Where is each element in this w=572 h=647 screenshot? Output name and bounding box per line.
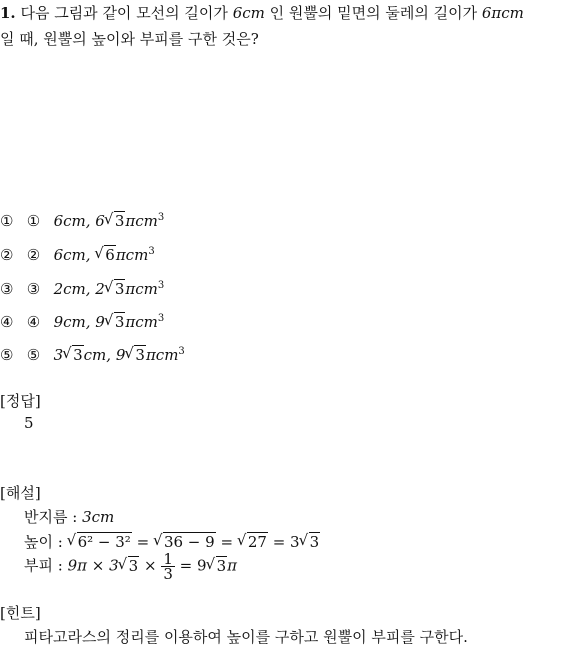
choice-1[interactable]	[0, 212, 164, 230]
choice-exponent: 3	[148, 246, 155, 257]
question-line-1	[0, 2, 524, 23]
choice-marker: ②	[0, 246, 14, 264]
answer-label: [정답]	[0, 392, 41, 410]
choice-height: 9cm,	[53, 313, 91, 331]
choice-vol-coef: 9	[95, 313, 105, 331]
sqrt-icon: √ 3	[63, 346, 84, 364]
equals-sign: =	[220, 533, 234, 551]
radius-value: 3cm	[82, 508, 115, 526]
choice-label: ④	[26, 313, 41, 331]
sqrt-icon: √ 27	[238, 533, 268, 551]
hint-label: [힌트]	[0, 604, 41, 622]
question-line-2: 일 때, 원뿔의 높이와 부피를 구한 것은?	[0, 30, 259, 48]
sqrt-icon: √ 3	[125, 346, 146, 364]
choice-3[interactable]	[0, 280, 164, 298]
fraction: $\frac{1}{3}$	[163, 550, 173, 583]
choice-vol-tail: πcm	[115, 246, 149, 264]
choice-vol-tail: πcm	[125, 280, 158, 298]
choice-5[interactable]	[0, 346, 185, 364]
explanation-height	[24, 531, 320, 552]
answer-value: 5	[24, 414, 34, 432]
volume-label: 부피 :	[24, 556, 63, 575]
choice-exponent: 3	[157, 212, 165, 223]
hint-text: 피타고라스의 정리를 이용하여 높이를 구하고 원뿔이 부피를 구한다.	[24, 628, 468, 646]
choice-exponent: 3	[178, 346, 185, 357]
sqrt-icon: √ 3	[105, 313, 126, 331]
sqrt-icon: √ 3	[119, 557, 140, 575]
choice-vol-coef: 6	[95, 212, 105, 230]
question-value-circumference: 6πcm	[481, 4, 524, 22]
volume-expr: 9π × 3	[67, 556, 119, 575]
choice-label: ③	[26, 280, 41, 298]
choice-height: 6cm,	[53, 212, 91, 230]
choice-label: ⑤	[26, 346, 41, 364]
question-text-part2: 인 원뿔의 밑면의 둘레의 길이가	[269, 4, 478, 22]
equals-sign: =	[136, 533, 150, 551]
choice-vol-coef: 9	[115, 346, 126, 364]
sqrt-icon: √ 6² − 3²	[68, 533, 132, 551]
choice-vol-tail: πcm	[125, 212, 158, 230]
times-sign: ×	[143, 556, 157, 575]
explanation-volume	[24, 552, 237, 581]
sqrt-icon: √ 3	[105, 280, 126, 298]
height-result: = 3	[272, 533, 300, 551]
sqrt-icon: √ 3	[300, 533, 321, 551]
sqrt-icon: √ 6	[95, 246, 116, 264]
choice-label: ①	[26, 212, 41, 230]
sqrt-icon: √ 3	[105, 212, 126, 230]
choice-exponent: 3	[157, 280, 165, 291]
choice-exponent: 3	[157, 313, 165, 324]
choice-marker: ⑤	[0, 346, 14, 364]
choice-height: 2cm,	[53, 280, 91, 298]
choice-vol-tail: πcm	[125, 313, 158, 331]
sqrt-icon: √ 36 − 9	[154, 533, 216, 551]
choice-marker: ④	[0, 313, 14, 331]
question-value-slant-height: 6cm	[232, 4, 265, 22]
volume-pi: π	[227, 556, 237, 575]
choice-4[interactable]	[0, 313, 164, 331]
explanation-radius	[24, 506, 114, 527]
figure-area	[0, 56, 572, 206]
sqrt-icon: √ 3	[207, 557, 228, 575]
choice-marker: ③	[0, 280, 14, 298]
choice-2[interactable]	[0, 246, 155, 264]
choice-height-tail: cm,	[83, 346, 112, 364]
height-label: 높이 :	[24, 533, 63, 551]
choice-vol-tail: πcm	[145, 346, 179, 364]
choice-label: ②	[26, 246, 41, 264]
question-number: 1.	[0, 4, 16, 22]
choice-marker: ①	[0, 212, 14, 230]
question-text-part1: 다음 그림과 같이 모선의 길이가	[20, 4, 228, 22]
volume-result: = 9	[179, 556, 207, 575]
choice-height-coef: 3	[53, 346, 64, 364]
choice-vol-coef: 2	[95, 280, 105, 298]
radius-label: 반지름 :	[24, 508, 78, 526]
explanation-label: [해설]	[0, 484, 41, 502]
choice-height: 6cm,	[53, 246, 91, 264]
